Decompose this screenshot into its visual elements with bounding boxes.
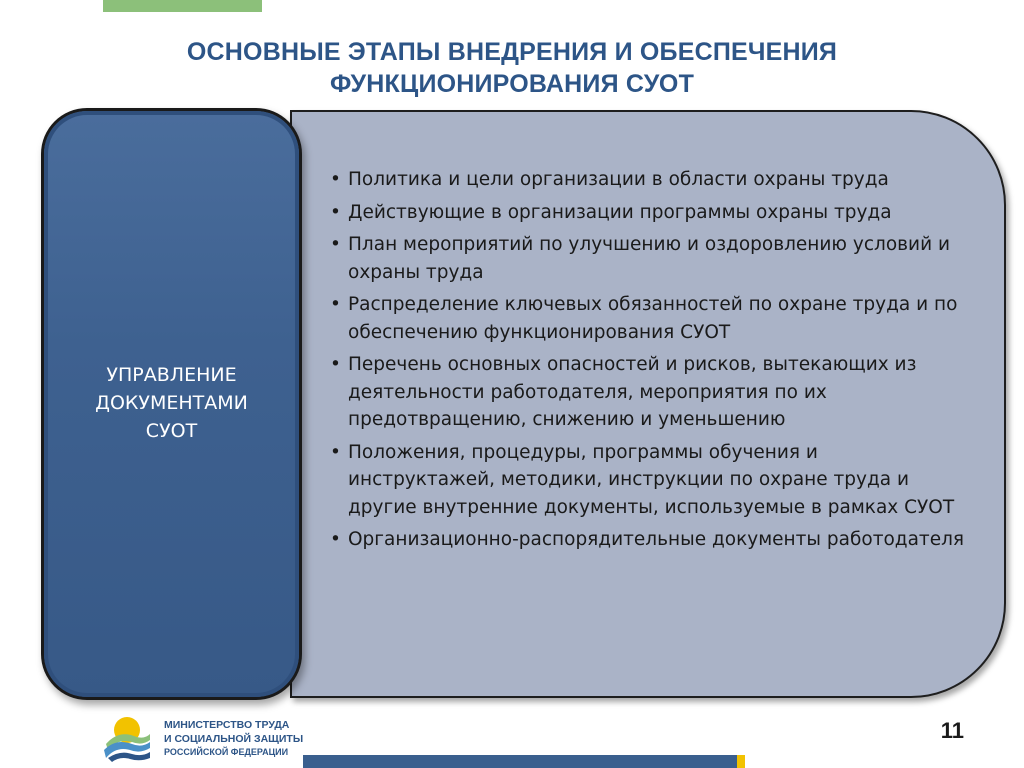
ministry-line-3: РОССИЙСКОЙ ФЕДЕРАЦИИ xyxy=(164,747,289,757)
list-item-text: План мероприятий по улучшению и оздоровлению условий и охраны труда xyxy=(348,234,950,283)
left-label-line-3: СУОТ xyxy=(145,420,198,442)
title-line-1: ОСНОВНЫЕ ЭТАПЫ ВНЕДРЕНИЯ И ОБЕСПЕЧЕНИЯ xyxy=(186,38,838,66)
bullet-dot: • xyxy=(330,441,341,463)
ministry-emblem-icon xyxy=(104,714,150,762)
bullet-dot: • xyxy=(330,201,341,223)
list-item-text: Распределение ключевых обязанностей по охране труда и по обеспечению функционирования СУОТ xyxy=(348,294,958,343)
list-item-text: Организационно-распорядительные документы работодателя xyxy=(348,529,965,550)
list-item xyxy=(328,439,968,522)
left-block xyxy=(44,111,299,697)
list-item xyxy=(328,351,968,434)
list-item-text: Политика и цели организации в области охраны труда xyxy=(348,169,889,190)
list-item-text: Перечень основных опасностей и рисков, вытекающих из деятельности работодателя, мероприятия по их предотвращению, снижению и уменьшению xyxy=(348,354,917,430)
bullet-dot: • xyxy=(330,529,341,550)
left-label-line-1: УПРАВЛЕНИЕ xyxy=(106,364,237,386)
left-block-label xyxy=(44,361,299,445)
list-item-text: Действующие в организации программы охраны труда xyxy=(348,201,892,223)
title-line-2: ФУНКЦИОНИРОВАНИЯ СУОТ xyxy=(329,70,695,98)
list-item xyxy=(328,166,968,194)
list-item xyxy=(328,526,968,554)
content-panel xyxy=(290,110,1006,698)
list-item xyxy=(328,291,968,346)
ministry-line-1: МИНИСТЕРСТВО ТРУДА xyxy=(164,719,290,731)
bullet-dot: • xyxy=(330,354,341,375)
top-accent-bar xyxy=(103,0,262,12)
left-label-line-2: ДОКУМЕНТАМИ xyxy=(95,392,248,414)
bottom-accent-bar xyxy=(303,755,740,768)
list-item xyxy=(328,199,968,227)
ministry-name xyxy=(164,719,303,760)
bullet-dot: • xyxy=(330,169,341,190)
list-item-text: Положения, процедуры, программы обучения и инструктажей, методики, инструкции по охране труда и другие внутренние документы, используемые в рамках СУОТ xyxy=(348,441,955,518)
list-item xyxy=(328,231,968,286)
bullet-list xyxy=(328,166,968,559)
page-title xyxy=(40,36,984,100)
bullet-dot: • xyxy=(330,294,341,315)
bottom-accent-marker xyxy=(737,755,745,768)
bullet-dot: • xyxy=(330,234,341,255)
page-number: 11 xyxy=(940,718,964,743)
ministry-line-2: И СОЦИАЛЬНОЙ ЗАЩИТЫ xyxy=(164,732,304,745)
